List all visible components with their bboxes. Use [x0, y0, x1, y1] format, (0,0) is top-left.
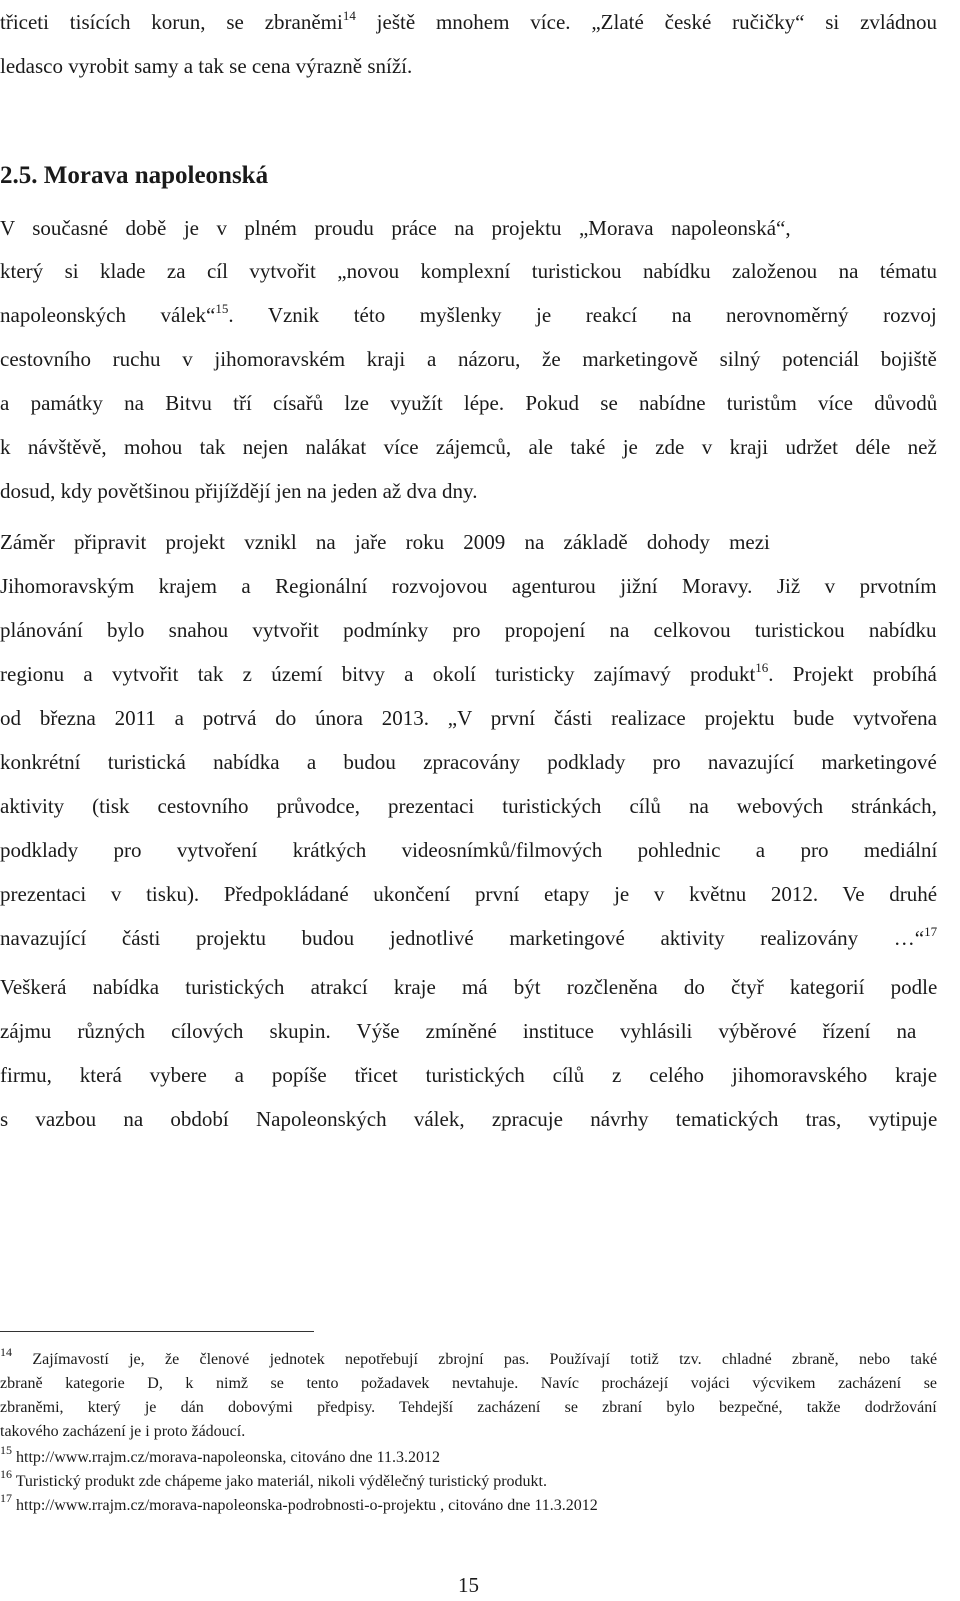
- text-run: takového zacházení je i proto žádoucí.: [0, 1423, 246, 1440]
- body-line: [0, 881, 937, 907]
- text-run: podklady pro vytvoření krátkých videosnímků/filmových pohlednic a pro mediální: [0, 838, 938, 862]
- text-run: prezentaci v tisku). Předpokládané ukončení první etapy je v květnu 2012. Ve druhé: [0, 882, 938, 906]
- text-run: konkrétní turistická nabídka a budou zpracovány podklady pro navazující marketingové: [0, 750, 937, 774]
- text-run: Veškerá nabídka turistických atrakcí kraje má být rozčleněna do čtyř kategorií podle: [0, 975, 938, 999]
- body-line: [0, 53, 412, 79]
- text-run: zbraně kategorie D, k nimž se tento požadavek nevtahuje. Navíc procházejí vojáci výcvikem zacházení se: [0, 1375, 938, 1392]
- text-run: napoleonských válek“: [0, 303, 216, 327]
- text-run: navazující části projektu budou jednotlivé marketingové aktivity realizovány …“: [0, 926, 925, 950]
- text-run: Záměr připravit projekt vznikl na jaře roku 2009 na základě dohody mezi: [0, 530, 770, 554]
- body-line: [0, 837, 937, 863]
- text-run: dosud, kdy povětšinou přijíždějí jen na jeden až dva dny.: [0, 479, 478, 503]
- body-line: [0, 974, 937, 1000]
- body-line: [0, 617, 937, 643]
- text-run: firmu, která vybere a popíše třicet turistických cílů z celého jihomoravského kraje: [0, 1063, 938, 1087]
- footnote-reference: 15: [215, 301, 229, 316]
- body-line: [0, 925, 937, 951]
- text-run: aktivity (tisk cestovního průvodce, prezentaci turistických cílů na webových stránkách,: [0, 794, 937, 818]
- footnote-reference: 16: [0, 1467, 12, 1481]
- footnote-reference: 15: [0, 1443, 12, 1457]
- text-run: cestovního ruchu v jihomoravském kraji a názoru, že marketingově silný potenciál bojiště: [0, 347, 937, 371]
- body-line: [0, 529, 770, 555]
- footnote-separator: [0, 1331, 314, 1332]
- body-line: [0, 749, 937, 775]
- text-run: V současné době je v plném proudu práce na projektu „Morava napoleonská“,: [0, 216, 791, 240]
- text-run: třiceti tisících korun, se zbraněmi: [0, 10, 343, 34]
- text-run: Turistický produkt zde chápeme jako materiál, nikoli výdělečný turistický produkt.: [12, 1473, 547, 1490]
- footnote-line: [0, 1422, 245, 1442]
- footnote-line: [0, 1374, 937, 1394]
- body-line: [0, 163, 268, 189]
- text-run: k návštěvě, mohou tak nejen nalákat více zájemců, ale také je zde v kraji udržet déle než: [0, 435, 937, 459]
- body-line: [0, 793, 937, 819]
- footnote-line: [0, 1491, 598, 1516]
- footnote-reference: 17: [924, 924, 938, 939]
- body-line: [0, 258, 937, 284]
- body-line: [0, 1106, 937, 1132]
- body-line: [0, 390, 937, 416]
- section-heading: 2.5. Morava napoleonská: [0, 162, 269, 189]
- footnote-reference: 14: [0, 1345, 12, 1359]
- body-line: [0, 215, 791, 241]
- body-line: [0, 346, 937, 372]
- text-run: zbraněmi, který je dán dobovými předpisy. Tehdejší zacházení se zbraní bylo bezpečné, takže dodržování: [0, 1399, 937, 1416]
- footnote-line: [0, 1398, 937, 1418]
- body-line: [0, 1062, 937, 1088]
- footnote-line: [0, 1467, 547, 1492]
- text-run: od března 2011 a potrvá do února 2013. „V první části realizace projektu bude vytvořena: [0, 706, 937, 730]
- footnote-line: [0, 1345, 938, 1370]
- text-run: zájmu různých cílových skupin. Výše zmíněné instituce vyhlásili výběrové řízení na: [0, 1019, 917, 1043]
- body-line: [0, 1018, 916, 1044]
- text-run: ledasco vyrobit samy a tak se cena výrazně sníží.: [0, 54, 413, 78]
- footnote-reference: 17: [0, 1491, 12, 1505]
- body-line: [0, 573, 937, 599]
- footnote-line: [0, 1443, 441, 1468]
- text-run: který si klade za cíl vytvořit „novou komplexní turistickou nabídku založenou na tématu: [0, 259, 937, 283]
- text-run: . Projekt probíhá: [768, 662, 937, 686]
- page-number: 15: [458, 1573, 479, 1597]
- body-line: [0, 661, 937, 687]
- text-run: plánování bylo snahou vytvořit podmínky pro propojení na celkovou turistickou nabídku: [0, 618, 937, 642]
- text-run: . Vznik této myšlenky je reakcí na nerovnoměrný rozvoj: [228, 303, 937, 327]
- body-line: [0, 478, 477, 504]
- text-run: s vazbou na období Napoleonských válek, zpracuje návrhy tematických tras, vytipuje: [0, 1107, 938, 1131]
- body-line: [0, 9, 937, 35]
- text-run: Zajímavostí je, že členové jednotek nepotřebují zbrojní pas. Používají totiž tzv. chladné zbraně, nebo také: [12, 1351, 938, 1368]
- body-line: [0, 705, 937, 731]
- text-run: ještě mnohem více. „Zlaté české ručičky“ si zvládnou: [355, 10, 938, 34]
- text-run: http://www.rrajm.cz/morava-napoleonska-podrobnosti-o-projektu , citováno dne 11.3.2012: [12, 1497, 598, 1514]
- text-run: http://www.rrajm.cz/morava-napoleonska, citováno dne 11.3.2012: [12, 1449, 441, 1466]
- footnote-reference: 14: [342, 8, 356, 23]
- text-run: Jihomoravským krajem a Regionální rozvojovou agenturou jižní Moravy. Již v prvotním: [0, 574, 937, 598]
- text-run: regionu a vytvořit tak z území bitvy a okolí turisticky zajímavý produkt: [0, 662, 756, 686]
- body-line: [0, 434, 937, 460]
- body-line: [0, 302, 937, 328]
- footnote-reference: 16: [755, 660, 769, 675]
- text-run: a památky na Bitvu tří císařů lze využít lépe. Pokud se nabídne turistům více důvodů: [0, 391, 938, 415]
